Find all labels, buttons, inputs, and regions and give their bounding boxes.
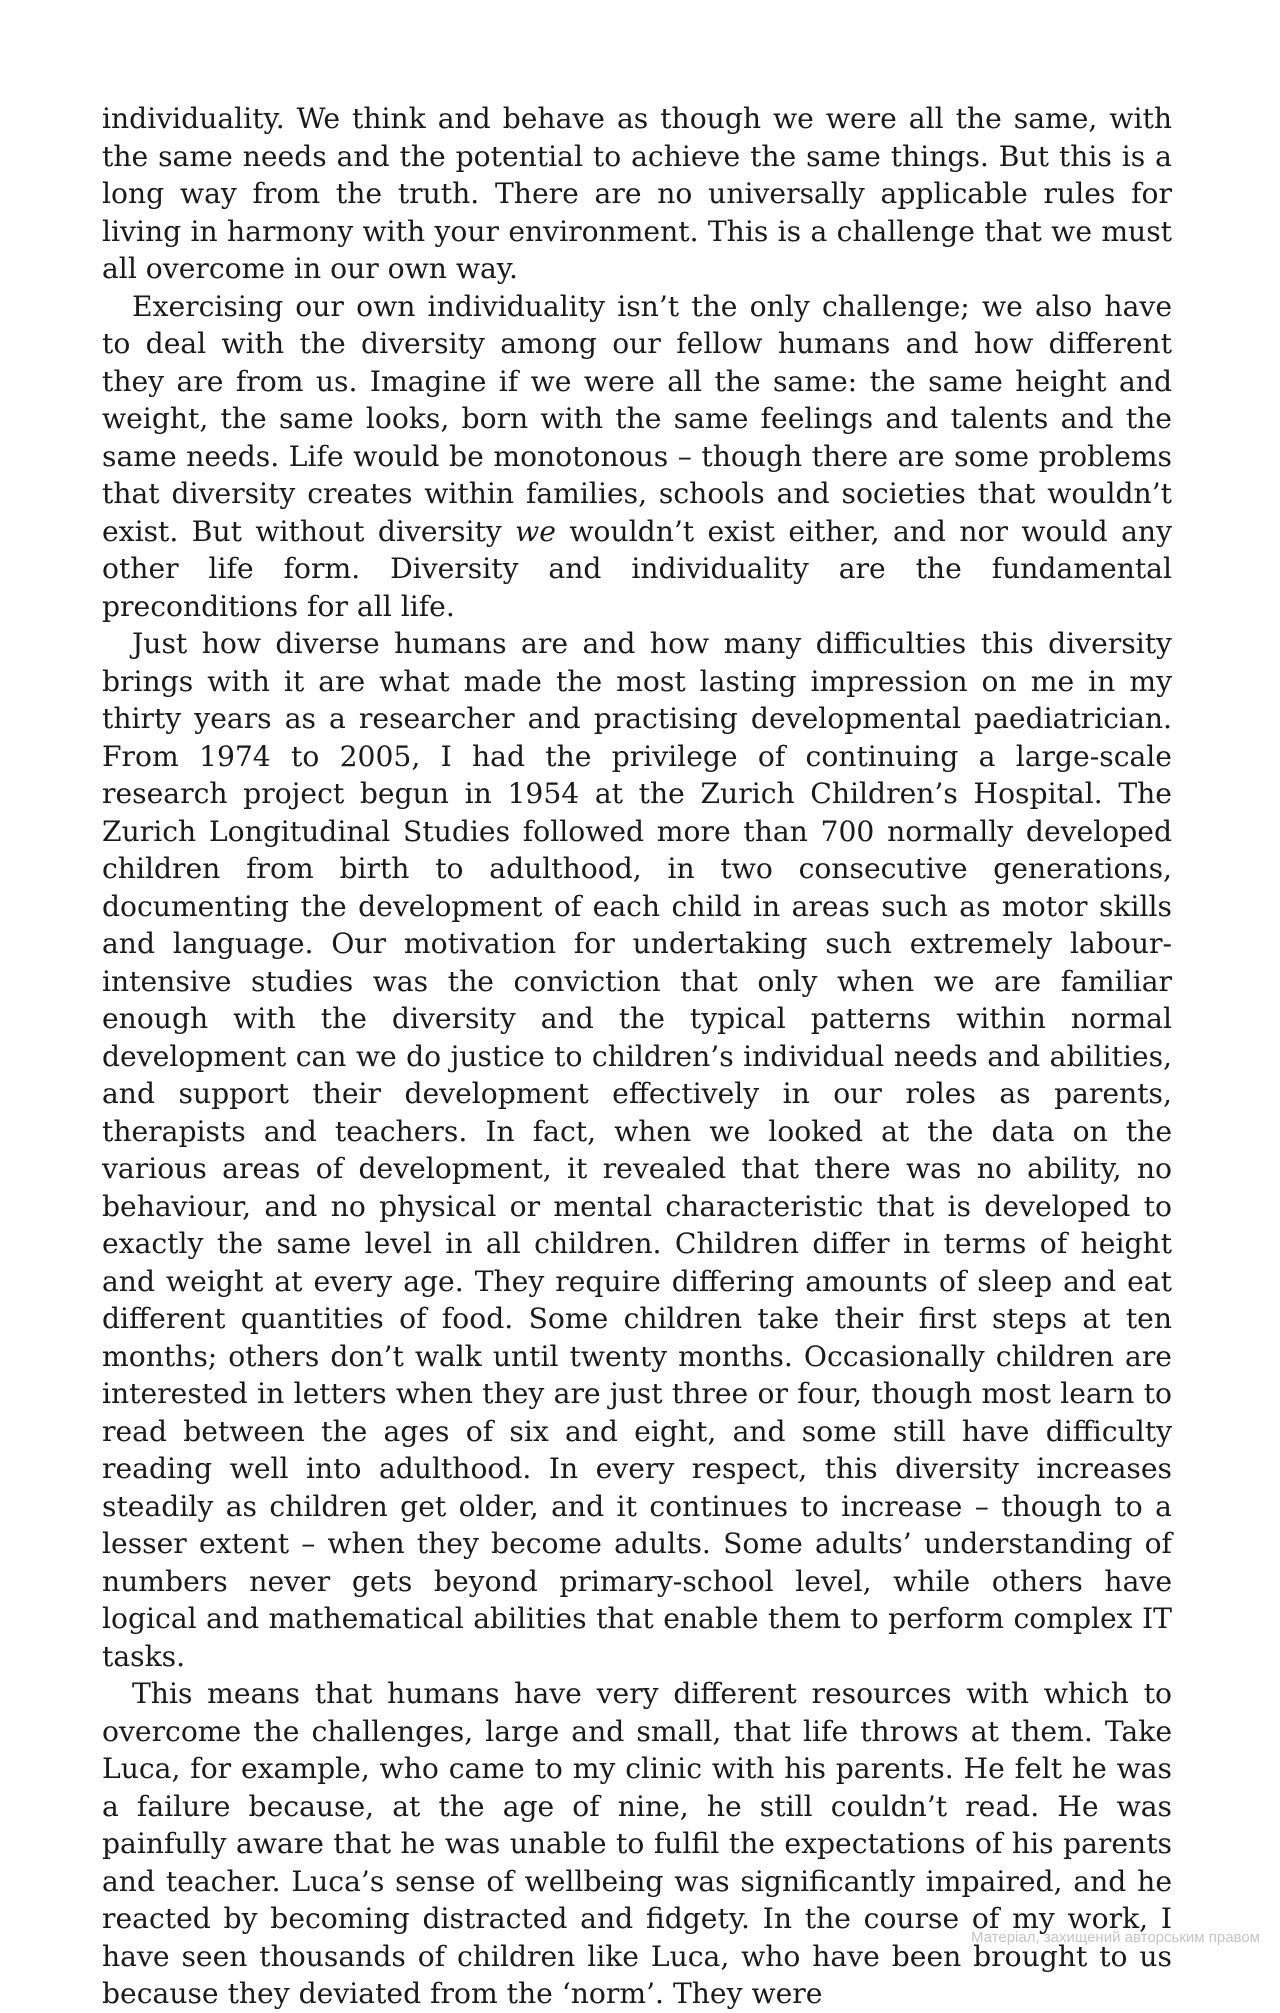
paragraph-4-text: This means that humans have very different resources with which to overcome the challenges, large and small, that life throws at them. Take Luca, for example, who came to my clinic with his parents. He felt he was a failure because, at the age of nine, he still couldn’t read. He was painfully aware that he was unable to fulfil the expectations of his parents and teacher. Luca’s sense of wellbeing was significantly impaired, and he reacted by becoming distracted and fidgety. In the course of my work, I have seen thousands of children like Luca, who have been brought to us because they deviated from the ‘norm’. They were xyxy=(102,1677,1172,2010)
paragraph-2-text-end: wouldn’t exist either, and nor would any other life form. Diversity and individuality are the fundamental preconditions for all life. xyxy=(102,514,1172,623)
paragraph-2 xyxy=(102,288,1172,626)
paragraph-1 xyxy=(102,100,1172,288)
paragraph-3 xyxy=(102,625,1172,1675)
paragraph-3-text: Just how diverse humans are and how many difficulties this diversity brings with it are what made the most lasting impression on me in my thirty years as a researcher and practising developmental paediatrician. From 1974 to 2005, I had the privilege of continuing a large-scale research project begun in 1954 at the Zurich Children’s Hospital. The Zurich Longitudinal Studies followed more than 700 normally developed children from birth to adulthood, in two consecutive generations, documenting the development of each child in areas such as motor skills and language. Our motivation for undertaking such extremely labour-intensive studies was the conviction that only when we are familiar enough with the diversity and the typical patterns within normal development can we do justice to children’s individual needs and abilities, and support their development effectively in our roles as parents, therapists and teachers. In fact, when we looked at the data on the various areas of development, it revealed that there was no ability, no behaviour, and no physical or mental characteristic that is developed to exactly the same level in all children. Children differ in terms of height and weight at every age. They require differing amounts of sleep and eat different quantities of food. Some children take their first steps at ten months; others don’t walk until twenty months. Occasionally children are interested in letters when they are just three or four, though most learn to read between the ages of six and eight, and some still have difficulty reading well into adulthood. In every respect, this diversity increases steadily as children get older, and it continues to increase – though to a lesser extent – when they become adults. Some adults’ understanding of numbers never gets beyond primary-school level, while others have logical and mathematical abilities that enable them to perform complex IT tasks. xyxy=(102,627,1172,1673)
paragraph-4 xyxy=(102,1675,1172,2013)
paragraph-2-emphasis: we xyxy=(515,514,556,548)
paragraph-1-text: individuality. We think and behave as though we were all the same, with the same needs and the potential to achieve the same things. But this is a long way from the truth. There are no universally applicable rules for living in harmony with your environment. This is a challenge that we must all overcome in our own way. xyxy=(102,102,1172,285)
copyright-watermark: Матеріал, захищений авторським правом xyxy=(970,1929,1260,1946)
paragraph-2-text-start: Exercising our own individuality isn’t the only challenge; we also have to deal with the diversity among our fellow humans and how different they are from us. Imagine if we were all the same: the same height and weight, the same looks, born with the same feelings and talents and the same needs. Life would be monotonous – though there are some problems that diversity creates within families, schools and societies that wouldn’t exist. But without diversity xyxy=(102,289,1172,548)
page-body xyxy=(102,100,1172,2013)
